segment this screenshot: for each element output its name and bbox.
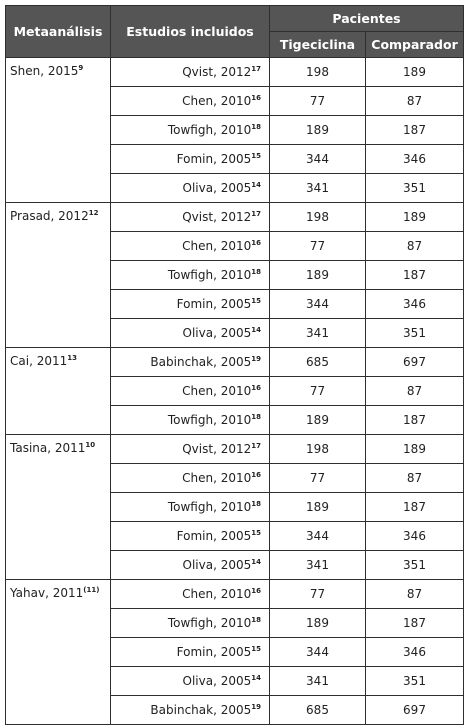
reference-number: 9 [78, 64, 84, 72]
tigeciclina-count: 685 [270, 696, 366, 725]
reference-number: 16 [251, 471, 261, 479]
study-cell [111, 464, 270, 493]
reference-number: 17 [251, 210, 261, 218]
comparador-count: 189 [366, 203, 464, 232]
table-row [6, 435, 464, 464]
study-name: Oliva, 2005 [182, 558, 252, 572]
comparador-count: 187 [366, 609, 464, 638]
study-cell [111, 87, 270, 116]
study-cell [111, 377, 270, 406]
study-name: Chen, 2010 [182, 587, 252, 601]
tigeciclina-count: 344 [270, 290, 366, 319]
reference-number: 16 [251, 239, 261, 247]
meta-analysis-cell [6, 58, 111, 203]
reference-number: 18 [251, 500, 261, 508]
reference-number: 10 [85, 441, 96, 449]
comparador-count: 346 [366, 145, 464, 174]
tigeciclina-count: 77 [270, 232, 366, 261]
study-cell [111, 638, 270, 667]
comparador-count: 87 [366, 580, 464, 609]
comparador-count: 697 [366, 696, 464, 725]
study-name: Fomin, 2005 [176, 152, 252, 166]
tigeciclina-count: 189 [270, 493, 366, 522]
table-row [6, 580, 464, 609]
study-name: Oliva, 2005 [182, 181, 252, 195]
meta-analysis-name: Shen, 2015 [10, 64, 79, 78]
study-cell [111, 435, 270, 464]
study-name: Fomin, 2005 [176, 297, 252, 311]
comparador-count: 187 [366, 406, 464, 435]
comparador-count: 346 [366, 522, 464, 551]
study-cell [111, 58, 270, 87]
study-name: Qvist, 2012 [182, 442, 252, 456]
tigeciclina-count: 189 [270, 609, 366, 638]
comparador-count: 189 [366, 58, 464, 87]
study-name: Oliva, 2005 [182, 674, 252, 688]
study-name: Chen, 2010 [182, 471, 252, 485]
header-meta: Metaanálisis [6, 6, 111, 58]
comparador-count: 187 [366, 116, 464, 145]
tigeciclina-count: 341 [270, 551, 366, 580]
meta-analysis-cell [6, 203, 111, 348]
tigeciclina-count: 344 [270, 145, 366, 174]
study-cell [111, 145, 270, 174]
study-cell [111, 580, 270, 609]
comparador-count: 87 [366, 87, 464, 116]
tigeciclina-count: 198 [270, 203, 366, 232]
comparador-count: 351 [366, 174, 464, 203]
tigeciclina-count: 685 [270, 348, 366, 377]
header-tigeciclina: Tigeciclina [270, 32, 366, 58]
study-cell [111, 609, 270, 638]
comparador-count: 187 [366, 493, 464, 522]
reference-number: 19 [251, 355, 261, 363]
comparador-count: 87 [366, 232, 464, 261]
meta-analysis-name: Yahav, 2011 [10, 586, 84, 600]
meta-analysis-name: Cai, 2011 [10, 354, 68, 368]
reference-number: 14 [251, 674, 261, 682]
reference-number: 16 [251, 94, 261, 102]
reference-number: 17 [251, 442, 261, 450]
study-cell [111, 348, 270, 377]
study-name: Oliva, 2005 [182, 326, 252, 340]
table-header [6, 6, 464, 58]
header-comparador: Comparador [366, 32, 464, 58]
study-cell [111, 493, 270, 522]
comparador-count: 697 [366, 348, 464, 377]
study-name: Fomin, 2005 [176, 645, 252, 659]
study-name: Chen, 2010 [182, 239, 252, 253]
reference-number: 18 [251, 268, 261, 276]
table-container [5, 5, 463, 725]
meta-analysis-name: Prasad, 2012 [10, 209, 89, 223]
tigeciclina-count: 77 [270, 580, 366, 609]
study-name: Towfigh, 2010 [167, 123, 252, 137]
comparador-count: 351 [366, 319, 464, 348]
tigeciclina-count: 198 [270, 435, 366, 464]
study-cell [111, 551, 270, 580]
reference-number: 15 [251, 152, 261, 160]
study-name: Chen, 2010 [182, 94, 252, 108]
study-cell [111, 667, 270, 696]
meta-analysis-cell [6, 580, 111, 725]
table-row [6, 203, 464, 232]
reference-number: (11) [83, 586, 100, 594]
reference-number: 14 [251, 181, 261, 189]
table-row [6, 348, 464, 377]
reference-number: 15 [251, 645, 261, 653]
tigeciclina-count: 77 [270, 464, 366, 493]
comparador-count: 346 [366, 290, 464, 319]
tigeciclina-count: 77 [270, 87, 366, 116]
study-name: Towfigh, 2010 [167, 500, 252, 514]
study-cell [111, 319, 270, 348]
study-name: Fomin, 2005 [176, 529, 252, 543]
reference-number: 15 [251, 529, 261, 537]
comparador-count: 346 [366, 638, 464, 667]
meta-analysis-cell [6, 435, 111, 580]
reference-number: 18 [251, 616, 261, 624]
tigeciclina-count: 189 [270, 261, 366, 290]
tigeciclina-count: 189 [270, 116, 366, 145]
meta-analysis-name: Tasina, 2011 [10, 441, 86, 455]
reference-number: 18 [251, 123, 261, 131]
reference-number: 17 [251, 65, 261, 73]
reference-number: 15 [251, 297, 261, 305]
study-name: Babinchak, 2005 [150, 703, 252, 717]
tigeciclina-count: 341 [270, 174, 366, 203]
study-name: Qvist, 2012 [182, 210, 252, 224]
comparador-count: 189 [366, 435, 464, 464]
comparador-count: 351 [366, 667, 464, 696]
tigeciclina-count: 344 [270, 638, 366, 667]
table-row [6, 58, 464, 87]
reference-number: 19 [251, 703, 261, 711]
study-cell [111, 522, 270, 551]
study-cell [111, 261, 270, 290]
study-name: Chen, 2010 [182, 384, 252, 398]
tigeciclina-count: 341 [270, 667, 366, 696]
study-name: Towfigh, 2010 [167, 268, 252, 282]
comparador-count: 87 [366, 464, 464, 493]
table-body [6, 58, 464, 725]
study-name: Qvist, 2012 [182, 65, 252, 79]
study-cell [111, 203, 270, 232]
study-cell [111, 174, 270, 203]
reference-number: 14 [251, 326, 261, 334]
study-cell [111, 290, 270, 319]
tigeciclina-count: 77 [270, 377, 366, 406]
tigeciclina-count: 198 [270, 58, 366, 87]
tigeciclina-count: 341 [270, 319, 366, 348]
reference-number: 16 [251, 384, 261, 392]
reference-number: 12 [88, 209, 99, 217]
meta-analysis-cell [6, 348, 111, 435]
meta-analysis-table [5, 5, 464, 725]
study-name: Towfigh, 2010 [167, 413, 252, 427]
comparador-count: 87 [366, 377, 464, 406]
tigeciclina-count: 189 [270, 406, 366, 435]
study-name: Towfigh, 2010 [167, 616, 252, 630]
tigeciclina-count: 344 [270, 522, 366, 551]
header-patients: Pacientes [270, 6, 464, 32]
comparador-count: 187 [366, 261, 464, 290]
study-cell [111, 406, 270, 435]
reference-number: 14 [251, 558, 261, 566]
study-name: Babinchak, 2005 [150, 355, 252, 369]
header-studies: Estudios incluidos [111, 6, 270, 58]
reference-number: 16 [251, 587, 261, 595]
study-cell [111, 696, 270, 725]
reference-number: 18 [251, 413, 261, 421]
study-cell [111, 116, 270, 145]
reference-number: 13 [67, 354, 77, 362]
study-cell [111, 232, 270, 261]
comparador-count: 351 [366, 551, 464, 580]
